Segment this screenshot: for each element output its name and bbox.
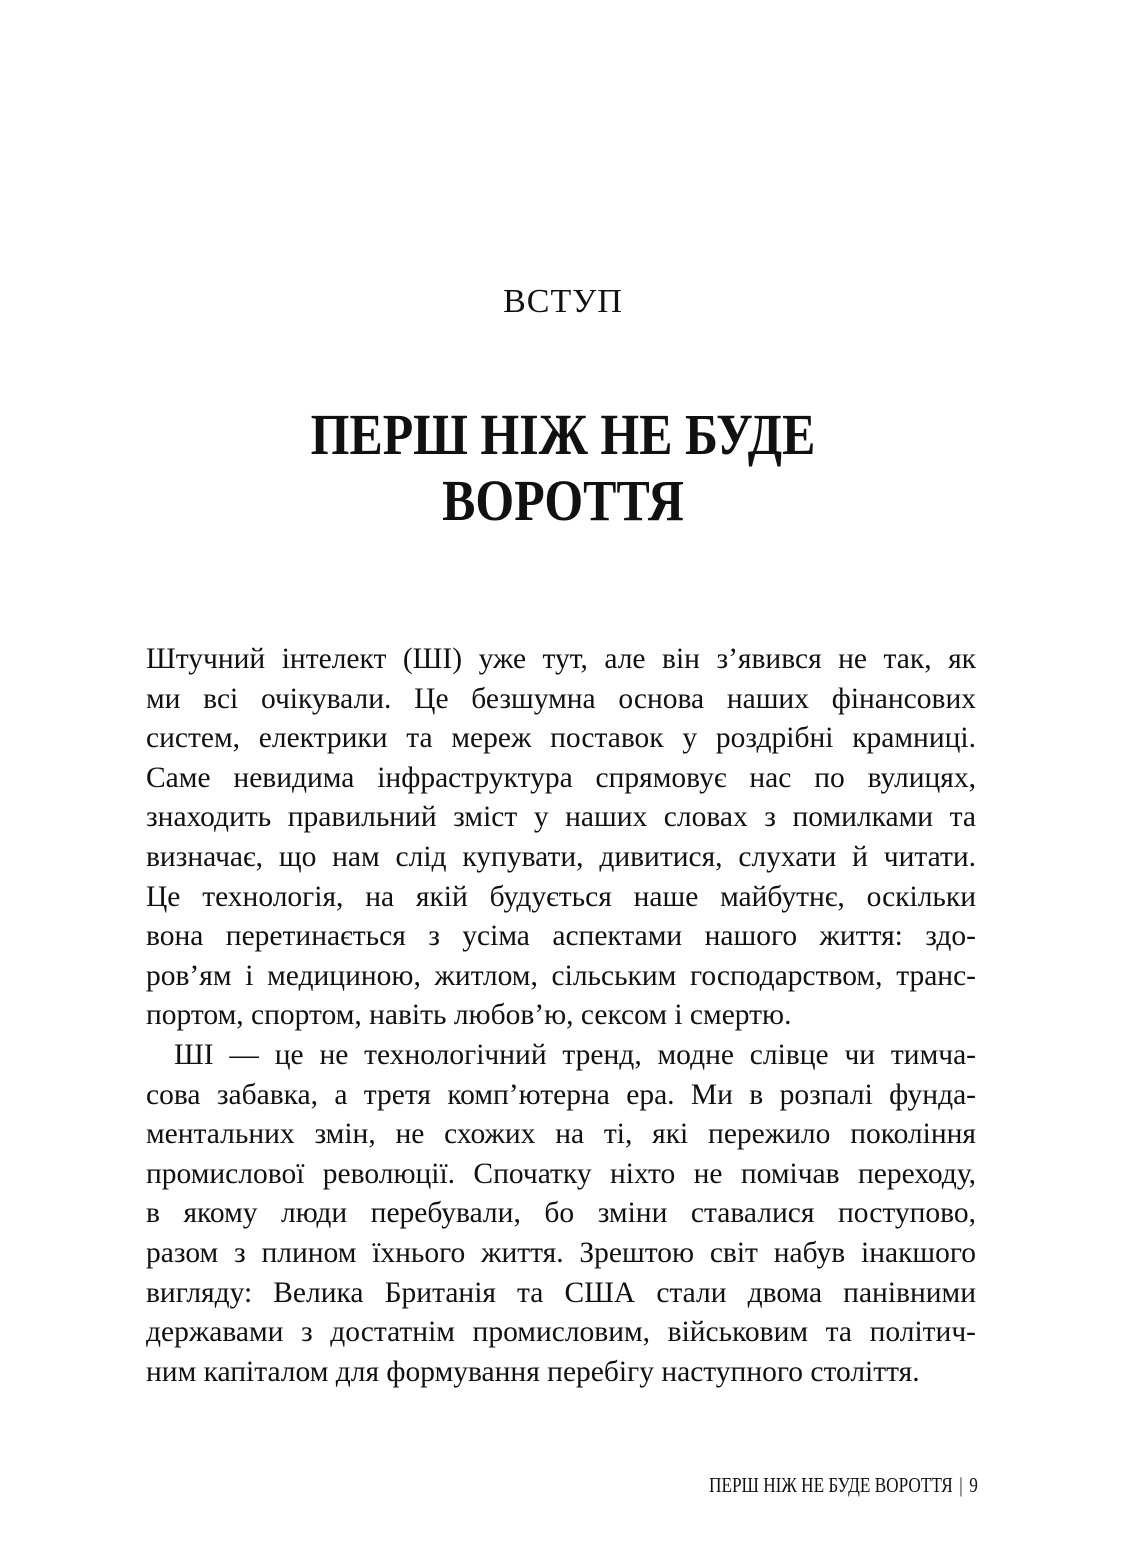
text-line: промислової революції. Спочатку ніхто не помічав переходу,	[146, 1157, 976, 1190]
text-line: сова забавка, а третя комп’ютерна ера. Ми в розпалі фунда-	[146, 1078, 976, 1111]
text-line: ментальних змін, не схожих на ті, які пережило покоління	[146, 1118, 976, 1151]
text-line: ШІ — це не технологічний тренд, модне слівце чи тимча-	[174, 1038, 976, 1071]
text-line: разом з плином їхнього життя. Зрештою світ набув інакшого	[146, 1236, 976, 1269]
footer-separator: |	[959, 1473, 963, 1497]
running-footer	[709, 1472, 978, 1498]
text-line: державами з достатнім промисловим, військовим та політич-	[146, 1316, 976, 1349]
text-line: в якому люди перебували, бо зміни ставалися поступово,	[146, 1197, 976, 1230]
text-line: вигляду: Велика Британія та США стали двома панівними	[146, 1276, 976, 1309]
chapter-title-line-2: ВОРОТТЯ	[442, 468, 684, 533]
body-text	[146, 640, 976, 1392]
text-line: Саме невидима інфраструктура спрямовує нас по вулицях,	[146, 761, 976, 794]
text-line: вона перетинається з усіма аспектами нашого життя: здо-	[146, 920, 976, 953]
text-line: портом, спортом, навіть любов’ю, сексом і смертю.	[146, 999, 792, 1032]
text-line: ми всі очікували. Це безшумна основа наших фінансових	[146, 682, 976, 715]
running-title: ПЕРШ НІЖ НЕ БУДЕ ВОРОТТЯ	[709, 1473, 953, 1497]
section-label: ВСТУП	[503, 283, 623, 320]
text-line: Штучний інтелект (ШІ) уже тут, але він з’явився не так, як	[146, 643, 976, 675]
text-line: систем, електрики та мереж поставок у роздрібні крамниці.	[146, 722, 976, 755]
text-line: визначає, що нам слід купувати, дивитися, слухати й читати.	[146, 840, 976, 873]
text-line: знаходить правильний зміст у наших словах з помилками та	[146, 801, 976, 834]
paragraph-1	[146, 640, 976, 1036]
text-line: ров’ям і медициною, житлом, сільським господарством, транс-	[146, 959, 976, 992]
paragraph-2	[146, 1036, 976, 1392]
text-line: ним капіталом для формування перебігу наступного століття.	[146, 1355, 920, 1388]
chapter-title	[79, 402, 1047, 534]
chapter-title-line-1: ПЕРШ НІЖ НЕ БУДЕ	[310, 402, 816, 467]
text-line: Це технологія, на якій будується наше майбутнє, оскільки	[146, 880, 976, 913]
page-number: 9	[969, 1473, 978, 1497]
